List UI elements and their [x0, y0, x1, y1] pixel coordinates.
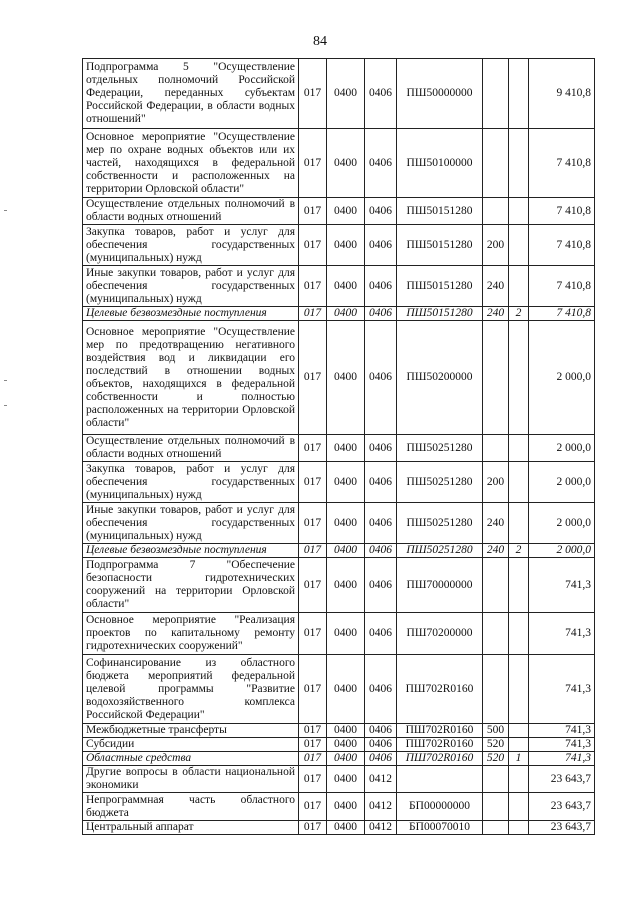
row-amount: 2 000,0 [529, 544, 595, 558]
row-expense-type-code: 240 [483, 544, 509, 558]
row-source-code [509, 766, 529, 793]
row-subsection-code: 0406 [365, 752, 397, 766]
scan-edge-mark [4, 380, 7, 381]
row-target-article-code: ПШ70200000 [397, 613, 483, 655]
scan-edge-mark [4, 210, 7, 211]
table-row [83, 655, 595, 724]
row-target-article-code: ПШ50151280 [397, 307, 483, 321]
row-source-code: 2 [509, 307, 529, 321]
table-row [83, 435, 595, 462]
row-expense-type-code: 200 [483, 225, 509, 266]
row-name: Целевые безвозмездные поступления [83, 544, 299, 558]
row-subsection-code: 0412 [365, 766, 397, 793]
row-source-code: 1 [509, 752, 529, 766]
row-subsection-code: 0406 [365, 462, 397, 503]
row-amount: 741,3 [529, 558, 595, 613]
row-source-code [509, 129, 529, 198]
row-section-code: 0400 [327, 225, 365, 266]
row-expense-type-code [483, 198, 509, 225]
row-target-article-code: ПШ50251280 [397, 462, 483, 503]
row-expense-type-code: 520 [483, 752, 509, 766]
row-amount: 7 410,8 [529, 225, 595, 266]
row-section-code: 0400 [327, 655, 365, 724]
row-subsection-code: 0406 [365, 503, 397, 544]
table-row [83, 266, 595, 307]
row-name: Основное мероприятие "Осуществление мер по охране водных объектов или их частей, находящихся в федеральной собственности и расположенных на территории Орловской области" [83, 129, 299, 198]
row-section-code: 0400 [327, 724, 365, 738]
row-name: Осуществление отдельных полномочий в области водных отношений [83, 435, 299, 462]
row-amount: 2 000,0 [529, 321, 595, 435]
row-ved-code: 017 [299, 307, 327, 321]
row-amount: 2 000,0 [529, 503, 595, 544]
row-section-code: 0400 [327, 59, 365, 129]
row-expense-type-code: 240 [483, 503, 509, 544]
table-row [83, 613, 595, 655]
row-subsection-code: 0406 [365, 129, 397, 198]
row-source-code [509, 724, 529, 738]
row-section-code: 0400 [327, 821, 365, 835]
table-row [83, 321, 595, 435]
row-ved-code: 017 [299, 129, 327, 198]
row-section-code: 0400 [327, 752, 365, 766]
row-amount: 741,3 [529, 613, 595, 655]
row-name: Центральный аппарат [83, 821, 299, 835]
table-row [83, 462, 595, 503]
row-subsection-code: 0406 [365, 738, 397, 752]
row-subsection-code: 0406 [365, 225, 397, 266]
row-ved-code: 017 [299, 225, 327, 266]
row-ved-code: 017 [299, 821, 327, 835]
row-name: Основное мероприятие "Осуществление мер по предотвращению негативного воздействия вод и ликвидации его последствий в отношении водных объектов, находящихся в федеральной собственности и полностью расположенных на территории Орловской области" [83, 321, 299, 435]
row-ved-code: 017 [299, 544, 327, 558]
table-row [83, 724, 595, 738]
row-target-article-code: ПШ50251280 [397, 435, 483, 462]
row-subsection-code: 0406 [365, 613, 397, 655]
row-ved-code: 017 [299, 266, 327, 307]
row-source-code [509, 558, 529, 613]
table-row [83, 738, 595, 752]
row-amount: 741,3 [529, 752, 595, 766]
row-expense-type-code [483, 793, 509, 821]
row-source-code [509, 462, 529, 503]
row-ved-code: 017 [299, 435, 327, 462]
row-target-article-code: ПШ50100000 [397, 129, 483, 198]
table-row [83, 503, 595, 544]
row-subsection-code: 0406 [365, 435, 397, 462]
row-section-code: 0400 [327, 321, 365, 435]
row-section-code: 0400 [327, 613, 365, 655]
row-subsection-code: 0406 [365, 724, 397, 738]
row-ved-code: 017 [299, 59, 327, 129]
row-name: Непрограммная часть областного бюджета [83, 793, 299, 821]
row-ved-code: 017 [299, 793, 327, 821]
table-row [83, 821, 595, 835]
row-section-code: 0400 [327, 307, 365, 321]
row-ved-code: 017 [299, 558, 327, 613]
row-source-code [509, 225, 529, 266]
row-expense-type-code: 200 [483, 462, 509, 503]
budget-table-body [83, 59, 595, 835]
row-source-code [509, 321, 529, 435]
row-expense-type-code [483, 613, 509, 655]
row-target-article-code: ПШ702R0160 [397, 752, 483, 766]
table-row [83, 752, 595, 766]
row-target-article-code: ПШ50251280 [397, 544, 483, 558]
row-name: Иные закупки товаров, работ и услуг для обеспечения государственных (муниципальных) нужд [83, 503, 299, 544]
table-row [83, 198, 595, 225]
row-subsection-code: 0412 [365, 821, 397, 835]
row-target-article-code: ПШ702R0160 [397, 655, 483, 724]
row-section-code: 0400 [327, 766, 365, 793]
row-target-article-code: ПШ50151280 [397, 198, 483, 225]
row-subsection-code: 0406 [365, 655, 397, 724]
row-source-code [509, 613, 529, 655]
row-section-code: 0400 [327, 738, 365, 752]
row-amount: 23 643,7 [529, 793, 595, 821]
row-amount: 7 410,8 [529, 307, 595, 321]
row-amount: 7 410,8 [529, 129, 595, 198]
table-row [83, 766, 595, 793]
row-ved-code: 017 [299, 738, 327, 752]
row-amount: 7 410,8 [529, 198, 595, 225]
row-expense-type-code [483, 558, 509, 613]
row-name: Основное мероприятие "Реализация проектов по капитальному ремонту гидротехнических сооружений" [83, 613, 299, 655]
row-amount: 741,3 [529, 738, 595, 752]
row-section-code: 0400 [327, 544, 365, 558]
row-amount: 741,3 [529, 724, 595, 738]
row-section-code: 0400 [327, 198, 365, 225]
row-source-code: 2 [509, 544, 529, 558]
budget-table [82, 58, 595, 835]
row-target-article-code: ПШ50200000 [397, 321, 483, 435]
row-target-article-code: ПШ50000000 [397, 59, 483, 129]
row-name: Софинансирование из областного бюджета мероприятий федеральной целевой программы "Развитие водохозяйственного комплекса Российской Федерации" [83, 655, 299, 724]
row-name: Субсидии [83, 738, 299, 752]
row-name: Областные средства [83, 752, 299, 766]
row-ved-code: 017 [299, 503, 327, 544]
row-target-article-code: ПШ50151280 [397, 225, 483, 266]
row-ved-code: 017 [299, 613, 327, 655]
table-row [83, 129, 595, 198]
row-source-code [509, 435, 529, 462]
row-name: Целевые безвозмездные поступления [83, 307, 299, 321]
row-ved-code: 017 [299, 198, 327, 225]
row-subsection-code: 0406 [365, 59, 397, 129]
row-name: Подпрограмма 7 "Обеспечение безопасности гидротехнических сооружений на территории Орловской области" [83, 558, 299, 613]
page-number: 84 [313, 34, 327, 49]
table-row [83, 793, 595, 821]
row-amount: 23 643,7 [529, 821, 595, 835]
row-target-article-code: БП00000000 [397, 793, 483, 821]
row-target-article-code: ПШ50251280 [397, 503, 483, 544]
row-expense-type-code: 500 [483, 724, 509, 738]
table-row [83, 558, 595, 613]
row-source-code [509, 738, 529, 752]
row-subsection-code: 0406 [365, 544, 397, 558]
row-source-code [509, 793, 529, 821]
row-section-code: 0400 [327, 129, 365, 198]
row-section-code: 0400 [327, 503, 365, 544]
row-subsection-code: 0412 [365, 793, 397, 821]
row-source-code [509, 503, 529, 544]
row-section-code: 0400 [327, 793, 365, 821]
row-amount: 741,3 [529, 655, 595, 724]
row-source-code [509, 266, 529, 307]
row-expense-type-code [483, 59, 509, 129]
row-target-article-code: ПШ702R0160 [397, 738, 483, 752]
row-amount: 2 000,0 [529, 462, 595, 503]
row-amount: 7 410,8 [529, 266, 595, 307]
row-name: Иные закупки товаров, работ и услуг для обеспечения государственных (муниципальных) нужд [83, 266, 299, 307]
row-expense-type-code [483, 655, 509, 724]
row-ved-code: 017 [299, 724, 327, 738]
row-expense-type-code [483, 766, 509, 793]
row-target-article-code [397, 766, 483, 793]
table-row [83, 225, 595, 266]
table-row [83, 59, 595, 129]
row-ved-code: 017 [299, 766, 327, 793]
row-name: Закупка товаров, работ и услуг для обеспечения государственных (муниципальных) нужд [83, 225, 299, 266]
row-subsection-code: 0406 [365, 198, 397, 225]
row-target-article-code: ПШ50151280 [397, 266, 483, 307]
row-expense-type-code [483, 435, 509, 462]
row-section-code: 0400 [327, 435, 365, 462]
table-row [83, 544, 595, 558]
row-expense-type-code [483, 321, 509, 435]
row-section-code: 0400 [327, 558, 365, 613]
row-name: Межбюджетные трансферты [83, 724, 299, 738]
row-target-article-code: ПШ702R0160 [397, 724, 483, 738]
row-expense-type-code [483, 821, 509, 835]
row-ved-code: 017 [299, 655, 327, 724]
row-subsection-code: 0406 [365, 307, 397, 321]
row-subsection-code: 0406 [365, 266, 397, 307]
row-ved-code: 017 [299, 462, 327, 503]
row-expense-type-code: 240 [483, 307, 509, 321]
row-expense-type-code [483, 129, 509, 198]
row-expense-type-code: 240 [483, 266, 509, 307]
scan-edge-mark [4, 405, 7, 406]
row-amount: 2 000,0 [529, 435, 595, 462]
row-amount: 9 410,8 [529, 59, 595, 129]
row-subsection-code: 0406 [365, 558, 397, 613]
row-name: Другие вопросы в области национальной экономики [83, 766, 299, 793]
row-source-code [509, 821, 529, 835]
row-ved-code: 017 [299, 321, 327, 435]
row-target-article-code: БП00070010 [397, 821, 483, 835]
row-section-code: 0400 [327, 266, 365, 307]
row-section-code: 0400 [327, 462, 365, 503]
row-target-article-code: ПШ70000000 [397, 558, 483, 613]
row-subsection-code: 0406 [365, 321, 397, 435]
row-name: Закупка товаров, работ и услуг для обеспечения государственных (муниципальных) нужд [83, 462, 299, 503]
row-source-code [509, 198, 529, 225]
row-expense-type-code: 520 [483, 738, 509, 752]
row-source-code [509, 655, 529, 724]
table-row [83, 307, 595, 321]
row-name: Осуществление отдельных полномочий в области водных отношений [83, 198, 299, 225]
row-ved-code: 017 [299, 752, 327, 766]
row-amount: 23 643,7 [529, 766, 595, 793]
row-name: Подпрограмма 5 "Осуществление отдельных полномочий Российской Федерации, переданных субъектам Российской Федерации, в области водных отношений" [83, 59, 299, 129]
row-source-code [509, 59, 529, 129]
